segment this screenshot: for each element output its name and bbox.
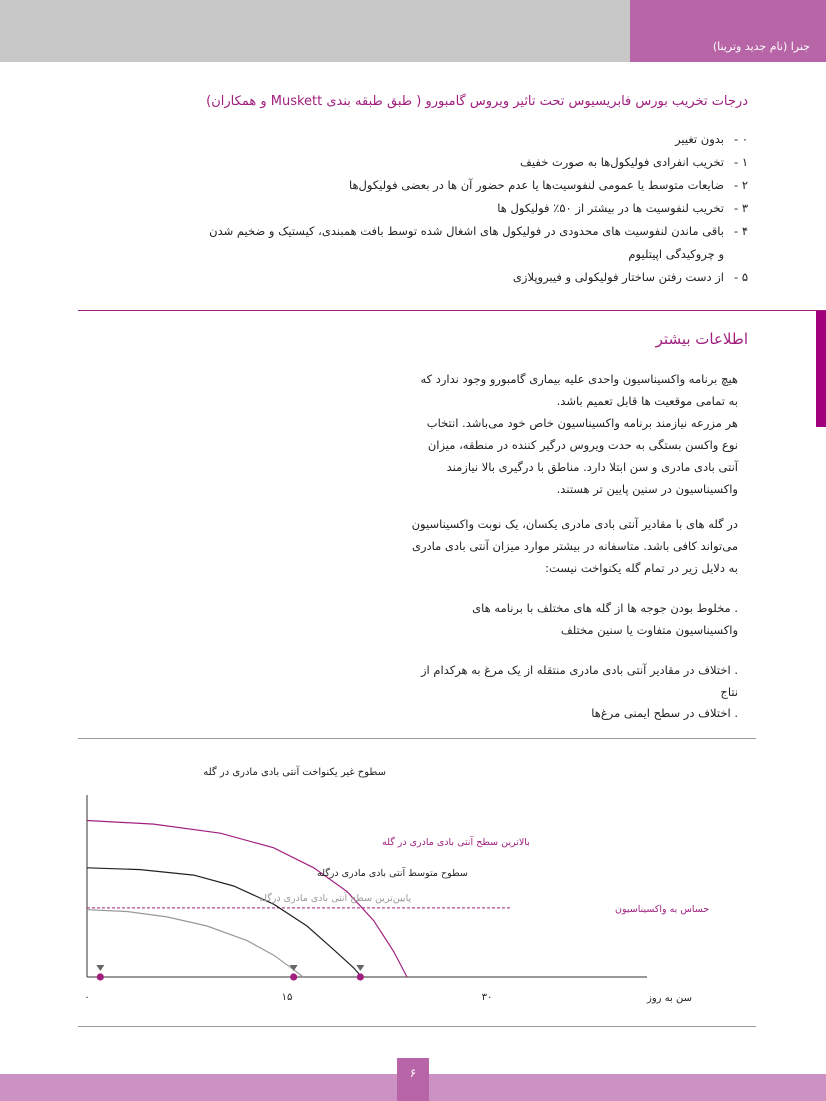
page-number: ۶: [397, 1058, 429, 1101]
marker-dot: [357, 973, 364, 980]
chart-bottom-rule: [78, 1026, 756, 1027]
item-number: ۴ -: [734, 224, 748, 238]
item-text: تخریب انفرادی فولیکول‌ها به صورت خفیف: [520, 155, 724, 169]
x-tick-label: ٠: [84, 992, 90, 1003]
series-label: پایین‌ترین سطح آنتی بادی مادری درگله: [259, 893, 412, 904]
marker-triangle: [356, 965, 364, 971]
x-tick-label: ٣٠: [481, 992, 493, 1003]
series-line: [87, 868, 362, 977]
series-label: بالاترین سطح آنتی بادی مادری در گله: [382, 837, 530, 848]
marker-dot: [290, 973, 297, 980]
item-text: از دست رفتن ساختار فولیکولی و فیبروپلازی: [512, 270, 724, 284]
item-number: ٢ -: [734, 178, 748, 192]
brand-title: جنرا (نام جدید وترینا): [712, 40, 810, 53]
threshold-label: حساس به واکسیناسیون: [615, 903, 710, 915]
bullet-item: . اختلاف در مقادیر آنتی بادی مادری منتقله از یک مرغ به هرکدام از نتاج: [420, 663, 738, 699]
flock-paragraph: در گله های با مقادیر آنتی بادی مادری یکسان، یک نوبت واکسیناسیون می‌تواند کافی باشد. متاسفانه در بیشتر موارد میزان آنتی بادی مادری به دلایل زیر در تمام گله یکنواخت نیست:: [411, 517, 738, 575]
item-number: ۵ -: [734, 270, 748, 284]
item-number: ١ -: [734, 155, 748, 169]
bullet-item: . اختلاف در سطح ایمنی مرغ‌ها: [591, 706, 738, 720]
item-number: ٠ -: [734, 132, 748, 146]
lesion-grades-title: درجات تخریب بورس فابریسیوس تحت تاثیر ویروس گامبورو ( طبق طبقه بندی Muskett و همکاران): [206, 94, 748, 109]
farm-paragraph: هر مزرعه نیازمند برنامه واکسیناسیون خاص خود می‌باشد. انتخاب نوع واکسن بستگی به حدت ویروس درگیر کننده در منطقه، میزان آنتی بادی مادری و سن ابتلا دارد. مناطق با درگیری بالا نیازمند واکسیناسیون در سنین پایین تر هستند.: [426, 416, 738, 496]
list-item-continuation: و چروکیدگی اپیتلیوم: [628, 247, 724, 261]
series-label: سطوح متوسط آنتی بادی مادری درگله: [317, 868, 468, 879]
item-text: تخریب لنفوسیت ها در بیشتر از ۵۰٪ فولیکول ها: [497, 201, 724, 215]
x-tick-label: ١۵: [281, 992, 293, 1003]
bullet-item: . مخلوط بودن جوجه ها از گله های مختلف با برنامه های واکسیناسیون متفاوت یا سنین مختلف: [472, 601, 738, 637]
series-line: [87, 910, 303, 977]
item-number: ٣ -: [734, 201, 748, 215]
marker-triangle: [96, 965, 104, 971]
marker-dot: [97, 973, 104, 980]
chart-title: سطوح غیر یکنواخت آنتی بادی مادری در گله: [203, 767, 386, 778]
item-text: ضایعات متوسط یا عمومی لنفوسیت‌ها یا عدم حضور آن ها در بعضی فولیکول‌ها: [348, 178, 724, 192]
intro-paragraph: هیچ برنامه واکسیناسیون واحدی علیه بیماری گامبورو وجود ندارد که به تمامی موقعیت ها قابل تعمیم باشد.: [420, 372, 738, 408]
more-info-title: اطلاعات بیشتر: [655, 330, 748, 348]
item-text: بدون تغییر: [675, 132, 724, 146]
x-axis-label: سن به روز: [647, 993, 692, 1004]
item-text: باقی ماندن لنفوسیت های محدودی در فولیکول های اشغال شده توسط بافت همبندی، کیستیک و ضخیم شدن: [209, 224, 724, 238]
